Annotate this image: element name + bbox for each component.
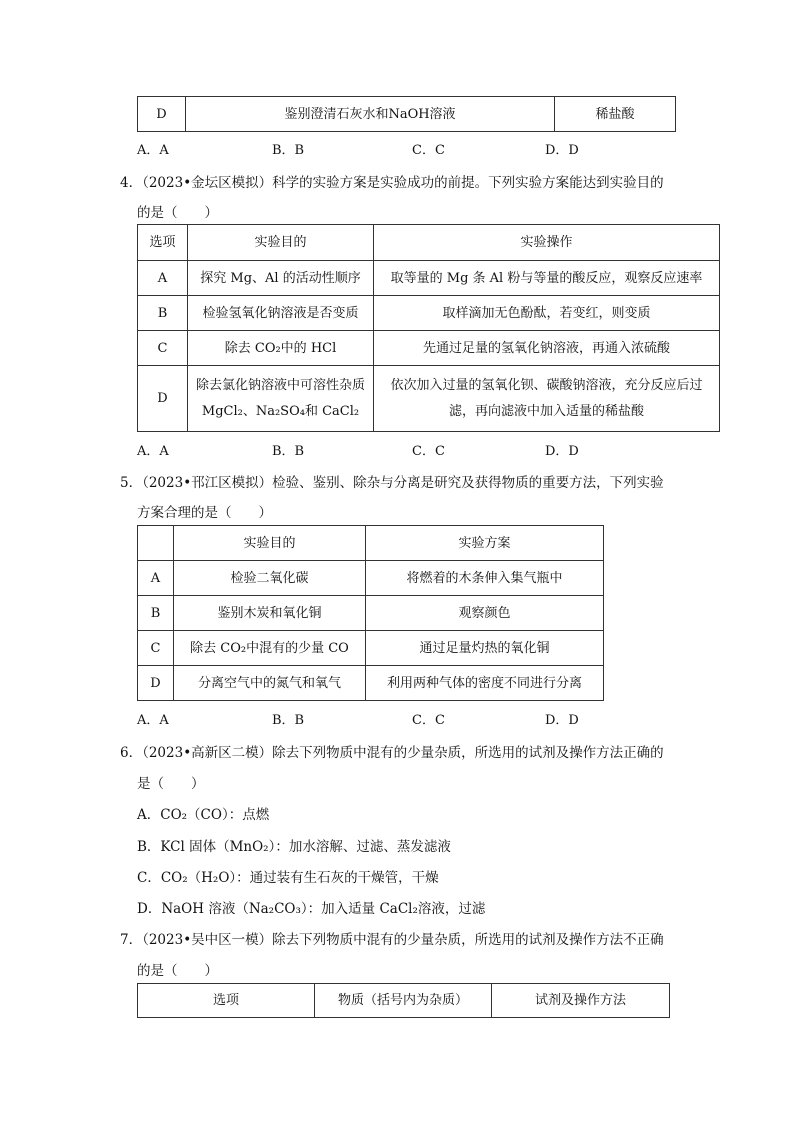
table-cell: 利用两种气体的密度不同进行分离: [366, 666, 604, 701]
table-cell: 鉴别木炭和氧化铜: [174, 596, 366, 631]
table-header-row: [138, 225, 720, 261]
question-6-text-cont: 是（ ）: [137, 776, 205, 792]
table-row: [138, 331, 720, 366]
table-cell: C: [138, 631, 174, 666]
table-cell: 除去 CO₂中的 HCl: [188, 331, 374, 366]
option-c: C．C: [412, 444, 445, 459]
table-cell: 分离空气中的氮气和氧气: [174, 666, 366, 701]
table-cell: 稀盐酸: [555, 97, 676, 132]
column-header: 试剂及操作方法: [492, 984, 670, 1018]
table-row: [138, 296, 720, 331]
choice-a: A．CO₂（CO）：点燃: [137, 807, 270, 823]
question-7-table: [137, 983, 670, 1018]
question-7-text-cont: 的是（ ）: [137, 963, 218, 979]
table-row: [138, 666, 604, 701]
table-cell: D: [138, 97, 186, 132]
table-cell: 观察颜色: [366, 596, 604, 631]
table-cell: 探究 Mg、Al 的活动性顺序: [188, 261, 374, 296]
question-5-table: [137, 525, 604, 701]
option-b: B．B: [272, 444, 305, 459]
table-cell: 将燃着的木条伸入集气瓶中: [366, 561, 604, 596]
table-cell: C: [138, 331, 188, 366]
top-table: [137, 96, 676, 132]
option-b: B．B: [272, 713, 305, 728]
table-row: [138, 97, 676, 132]
table-cell: 检验氢氧化钠溶液是否变质: [188, 296, 374, 331]
option-a: A．A: [137, 143, 169, 158]
column-header: 实验方案: [366, 526, 604, 561]
column-header: 选项: [138, 984, 315, 1018]
option-d: D．D: [545, 713, 579, 728]
column-header: 实验目的: [188, 225, 374, 261]
table-cell: 依次加入过量的氢氧化钡、碳酸钠溶液，充分反应后过滤，再向滤液中加入适量的稀盐酸: [374, 366, 720, 432]
table-row: [138, 561, 604, 596]
column-header: 实验目的: [174, 526, 366, 561]
table-cell: 通过足量灼热的氧化铜: [366, 631, 604, 666]
question-4-text: 4．（2023•金坛区模拟）科学的实验方案是实验成功的前提。下列实验方案能达到实验目的: [120, 175, 664, 191]
table-row: [138, 631, 604, 666]
option-a: A．A: [137, 713, 169, 728]
question-4-text-cont: 的是（ ）: [137, 205, 218, 221]
table-header-row: [138, 526, 604, 561]
table-header-row: [138, 984, 670, 1018]
question-5-text: 5．（2023•邗江区模拟）检验、鉴别、除杂与分离是研究及获得物质的重要方法，下列实验: [120, 475, 664, 491]
table-cell: D: [138, 366, 188, 432]
table-cell: D: [138, 666, 174, 701]
table-cell: A: [138, 261, 188, 296]
option-d: D．D: [545, 444, 579, 459]
table-cell: 取等量的 Mg 条 Al 粉与等量的酸反应，观察反应速率: [374, 261, 720, 296]
table-cell: 检验二氧化碳: [174, 561, 366, 596]
table-cell: 先通过足量的氢氧化钠溶液，再通入浓硫酸: [374, 331, 720, 366]
table-cell: A: [138, 561, 174, 596]
table-row: [138, 366, 720, 432]
table-cell: 除去 CO₂中混有的少量 CO: [174, 631, 366, 666]
table-cell: 取样滴加无色酚酞，若变红，则变质: [374, 296, 720, 331]
choice-b: B．KCl 固体（MnO₂）：加水溶解、过滤、蒸发滤液: [137, 839, 451, 855]
option-a: A．A: [137, 444, 169, 459]
column-header: 选项: [138, 225, 188, 261]
option-c: C．C: [412, 713, 445, 728]
option-d: D．D: [545, 143, 579, 158]
table-cell: 鉴别澄清石灰水和NaOH溶液: [186, 97, 555, 132]
choice-c: C．CO₂（H₂O）：通过装有生石灰的干燥管，干燥: [137, 870, 439, 886]
column-header: [138, 526, 174, 561]
column-header: 实验操作: [374, 225, 720, 261]
question-4-table: [137, 224, 720, 432]
table-row: [138, 596, 604, 631]
option-c: C．C: [412, 143, 445, 158]
table-cell: 除去氯化钠溶液中可溶性杂质 MgCl₂、Na₂SO₄和 CaCl₂: [188, 366, 374, 432]
choice-d: D．NaOH 溶液（Na₂CO₃）：加入适量 CaCl₂溶液，过滤: [137, 901, 486, 917]
column-header: 物质（括号内为杂质）: [315, 984, 492, 1018]
table-row: [138, 261, 720, 296]
option-b: B．B: [272, 143, 305, 158]
question-6-text: 6．（2023•高新区二模）除去下列物质中混有的少量杂质，所选用的试剂及操作方法正确的: [120, 745, 664, 761]
question-7-text: 7．（2023•吴中区一模）除去下列物质中混有的少量杂质，所选用的试剂及操作方法不正确: [120, 932, 664, 948]
table-cell: B: [138, 596, 174, 631]
table-cell: B: [138, 296, 188, 331]
question-5-text-cont: 方案合理的是（ ）: [137, 505, 272, 521]
